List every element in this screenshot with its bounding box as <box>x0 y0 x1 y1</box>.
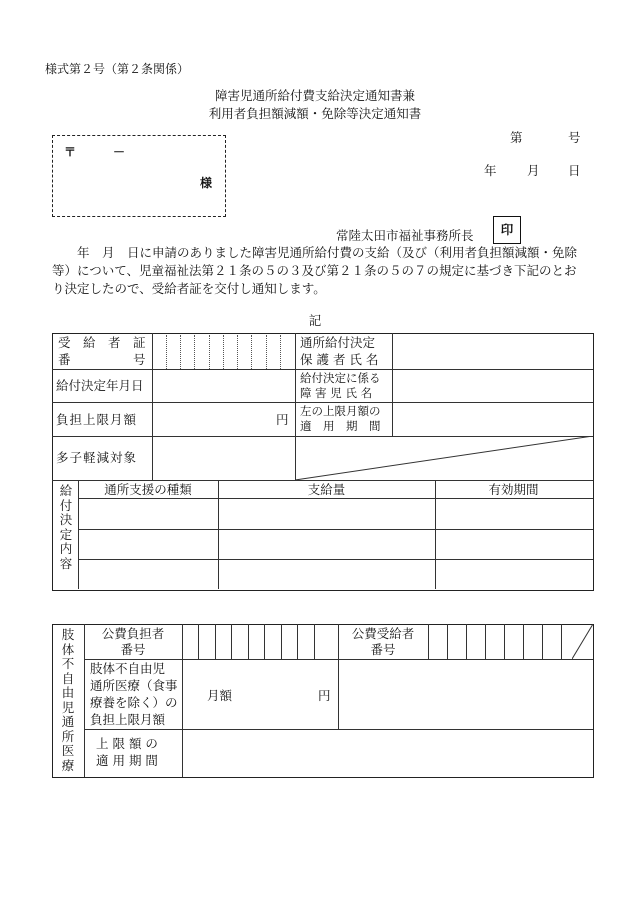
public-recipient-label-1: 公費受給者 <box>351 626 415 641</box>
document-title-line2: 利用者負担額減額・免除等決定通知書 <box>208 106 422 121</box>
limit-period-label-2: 適 用 期 間 <box>96 753 158 768</box>
medical-limit-label-3: 療養を除く）の <box>90 695 178 710</box>
seal-stamp: 印 <box>493 216 521 244</box>
multi-child-label: 多子軽減対象 <box>56 450 138 465</box>
payer-no-label-2: 番号 <box>120 642 146 657</box>
recipient-no-label-1: 受 給 者 証 <box>58 335 146 350</box>
col-amount: 支給量 <box>307 482 346 497</box>
ki-heading: 記 <box>308 313 322 328</box>
document-title-line1: 障害児通所給付費支給決定通知書兼 <box>214 88 415 103</box>
recipient-no-label-2: 番 号 <box>58 352 146 367</box>
addressee-sama: 様 <box>200 176 213 190</box>
payer-no-label-1: 公費負担者 <box>101 626 165 641</box>
monthly-label: 月額 <box>207 688 233 703</box>
issuer-office: 常陸太田市福祉事務所長 <box>336 228 474 243</box>
number-dai: 第 <box>510 130 523 145</box>
date-year: 年 <box>484 163 497 178</box>
medical-limit-label-4: 負担上限月額 <box>90 712 166 727</box>
apply-period-label-2: 適 用 期 間 <box>300 419 381 433</box>
medical-side-label: 肢 体 不 自 由 児 通 所 医 療 <box>61 627 75 773</box>
col-support-type: 通所支援の種類 <box>104 482 192 497</box>
number-go: 号 <box>568 130 581 145</box>
monthly-yen-label: 円 <box>318 688 331 703</box>
public-recipient-label-2: 番号 <box>370 642 396 657</box>
decision-date-label: 給付決定年月日 <box>56 378 144 393</box>
decision-content-label: 給 付 決 定 内 容 <box>59 483 73 571</box>
date-month: 月 <box>527 163 540 178</box>
guardian-label-2: 保 護 者 氏 名 <box>300 352 379 367</box>
diagonal-line <box>295 436 593 480</box>
col-valid-period: 有効期間 <box>488 482 539 497</box>
postal-dash: － <box>113 145 126 159</box>
medical-limit-label-2: 通所医療（食事 <box>90 678 178 693</box>
medical-limit-label-1: 肢体不自由児 <box>90 661 166 676</box>
guardian-label-1: 通所給付決定 <box>300 335 376 350</box>
form-number: 様式第２号（第２条関係） <box>45 62 190 76</box>
child-name-label-2: 障 害 児 氏 名 <box>300 386 373 400</box>
apply-period-label-1: 左の上限月額の <box>300 404 381 418</box>
yen-label: 円 <box>276 412 289 427</box>
child-name-label-1: 給付決定に係る <box>300 371 381 385</box>
burden-limit-label: 負担上限月額 <box>56 412 138 427</box>
date-day: 日 <box>568 163 581 178</box>
recipient-no-diagonal <box>572 624 593 659</box>
limit-period-label-1: 上 限 額 の <box>96 736 158 751</box>
notice-body-text: 年 月 日に申請のありました障害児通所給付費の支給（及び（利用者負担額減額・免除等）について、児童福祉法第２１条の５の３及び第２１条の５の７の規定に基づき下記のとおり決定したので、受給者証を交付し通知します。 <box>52 245 578 296</box>
postal-mark: 〒 <box>64 145 77 159</box>
